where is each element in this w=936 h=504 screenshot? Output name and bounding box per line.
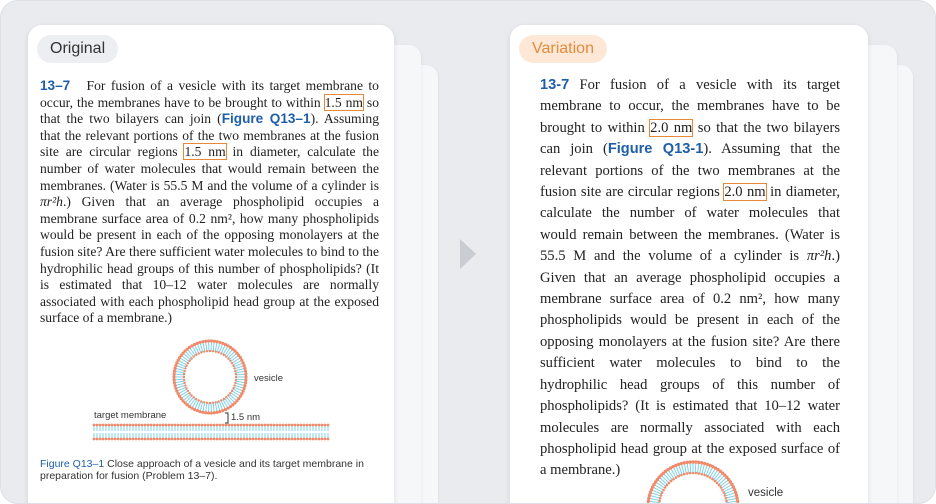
vesicle-label: vesicle: [254, 373, 284, 384]
text-segment: ). Assuming that the relevant portions of the two membranes at the fusion site are circular regions: [540, 141, 840, 201]
vesicle-illustration: [172, 339, 247, 414]
figure-reference-link[interactable]: Figure Q13-1: [607, 141, 704, 158]
figure-caption-text: Close approach of a vesicle and its target membrane in preparation for fusion (Problem 13–7).: [40, 458, 364, 482]
vesicle-membrane-figure: [28, 325, 394, 465]
text-segment: so that the two bilayers can join (: [40, 94, 379, 127]
text-segment: .) Given that an average phospholipid occupies a membrane surface area of 0.2 nm², how many phospholipids would be present in each of the opposing monolayers at the fusion site? Are there sufficient water molecules to bind to the hydrophilic head groups of this number of phospholipids? (It is estimated that 10–12 water molecules are normally associated with each phospholipid head group at the exposed surface of a membrane.): [540, 248, 840, 479]
vesicle-illustration: [646, 460, 739, 504]
figure-reference-link[interactable]: Figure Q13–1: [221, 111, 311, 127]
chevron-right-icon: [460, 239, 476, 269]
highlighted-value: 1.5 nm: [324, 94, 363, 110]
target-membrane-illustration: [93, 424, 330, 441]
figure-caption-label: Figure Q13–1: [40, 458, 105, 470]
variation-card: [510, 25, 868, 504]
vesicle-label: vesicle: [748, 487, 784, 499]
text-segment: For fusion of a vesicle with its target membrane to occur, the membranes have to be brought to within: [540, 77, 841, 136]
highlighted-value: 2.0 nm: [724, 184, 766, 201]
highlighted-value: 1.5 nm: [184, 144, 226, 160]
variation-label: Variation: [519, 35, 607, 63]
vesicle-figure-partial: [510, 437, 868, 504]
text-segment: in diameter, calculate the number of water molecules that would remain between the membranes. (Water is 55.5 M and the volume of a cylinder is: [40, 144, 379, 193]
highlighted-value: 2.0 nm: [650, 119, 693, 136]
gap-label: 1.5 nm: [231, 412, 261, 423]
formula: πr²h: [40, 194, 63, 210]
text-segment: ). Assuming that the relevant portions of the two membranes at the fusion site are circular regions: [40, 111, 379, 160]
variation-problem-text: [540, 75, 840, 482]
gap-bracket: [225, 413, 228, 423]
text-segment: so that the two bilayers can join (: [540, 119, 840, 158]
problem-number: 13–7: [40, 78, 71, 93]
original-card: [28, 25, 394, 504]
problem-number: 13-7: [540, 77, 570, 93]
figure-caption: [40, 458, 380, 482]
original-problem-text: [40, 78, 379, 327]
formula: πr²h: [806, 248, 832, 265]
text-segment: in diameter, calculate the number of water molecules that would remain between the membranes. (Water is 55.5 M and the volume of a cylinder is: [540, 184, 841, 265]
text-segment: .) Given that an average phospholipid occupies a membrane surface area of 0.2 nm², how many phospholipids would be present in each of the opposing monolayers at the fusion site? Are there sufficient water molecules to bind to the hydrophilic head groups of this number of phospholipids? (It is estimated that 10–12 water molecules are normally associated with each phospholipid head group at the exposed surface of a membrane.): [40, 194, 379, 326]
target-membrane-label: target membrane: [94, 410, 167, 421]
text-segment: For fusion of a vesicle with its target membrane to occur, the membranes have to be brought to within: [40, 78, 379, 110]
original-label: Original: [37, 35, 118, 63]
